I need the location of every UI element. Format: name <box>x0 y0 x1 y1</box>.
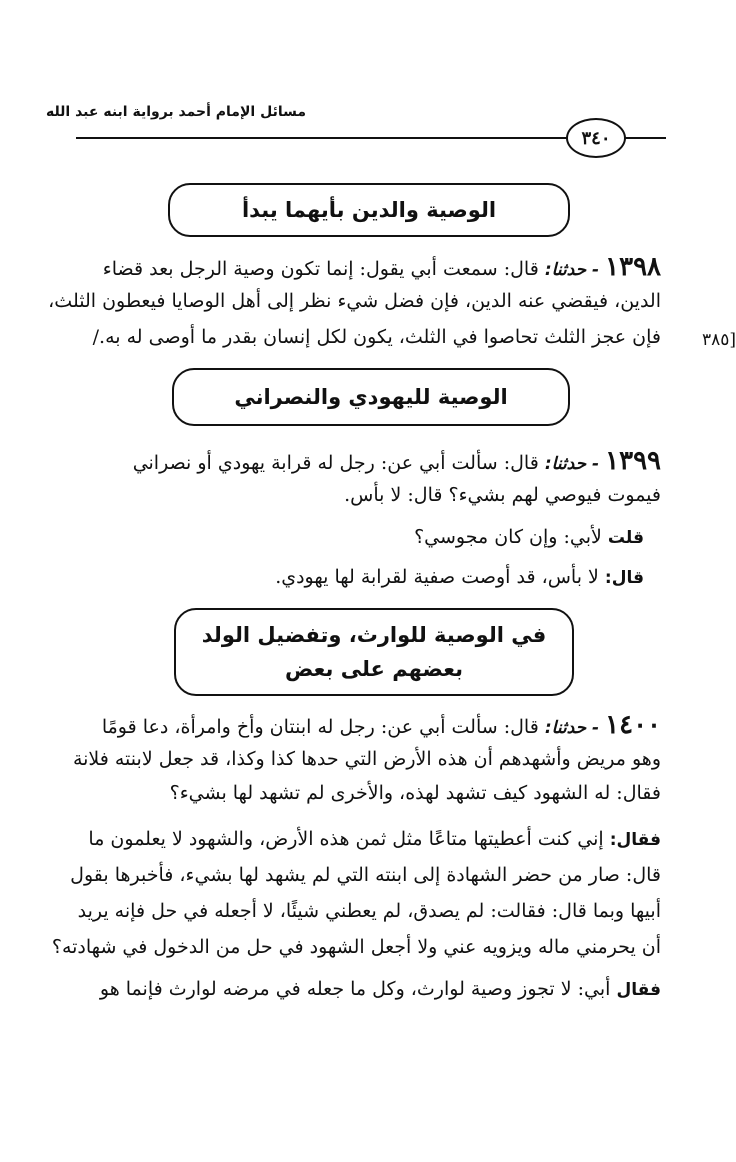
entry-number: ١٣٩٩ <box>605 446 661 476</box>
section-heading-box <box>174 608 574 696</box>
entry-text: أبي: لا تجوز وصية لوارث، وكل ما جعله في مرضه لوارث فإنما هو <box>99 978 611 1000</box>
paragraph-line: فإن عجز الثلث تحاصوا في الثلث، يكون لكل إنسان بقدر ما أوصى له به./ <box>92 326 661 348</box>
entry-text: قال: سمعت أبي يقول: إنما تكون وصية الرجل بعد قضاء <box>102 258 539 280</box>
paragraph-line: وهو مريض وأشهدهم أن هذه الأرض التي حدها كذا وكذا، قد جعل لابنته فلانة <box>72 748 661 770</box>
paragraph-line <box>75 822 661 856</box>
hadd-marker: - حدثنا: <box>544 454 600 474</box>
entry-text: إني كنت أعطيتها متاعًا مثل ثمن هذه الأرض، والشهود لا يعلمون ما <box>88 828 604 850</box>
section-heading-box <box>168 183 570 237</box>
paragraph-line <box>75 708 661 742</box>
running-title: مسائل الإمام أحمد برواية ابنه عبد الله <box>45 104 306 120</box>
speaker-label: فقال: <box>609 830 661 850</box>
paragraph-line <box>75 444 661 478</box>
speaker-label: قلت <box>607 528 644 548</box>
entry-number: ١٤٠٠ <box>605 710 661 740</box>
entry-text: قال: سألت أبي عن: رجل له قرابة يهودي أو نصراني <box>132 452 539 474</box>
paragraph-line: الدين، فيقضي عنه الدين، فإن فضل شيء نظر إلى أهل الوصايا فيعطون الثلث، <box>48 290 661 312</box>
paragraph-line: أن يحرمني ماله ويزويه عني ولا أجعل الشهود في حل من الدخول في شهادته؟ <box>51 936 661 958</box>
paragraph-line: فيموت فيوصي لهم بشيء؟ قال: لا بأس. <box>344 484 661 506</box>
entry-text: لأبي: وإن كان مجوسي؟ <box>414 526 602 548</box>
margin-page-reference: [٣٨٥ <box>701 330 736 350</box>
entry-number: ١٣٩٨ <box>605 252 661 282</box>
hadd-marker: - حدثنا: <box>544 718 600 738</box>
hadd-marker: - حدثنا: <box>544 260 600 280</box>
section-heading: الوصية لليهودي والنصراني <box>234 385 508 409</box>
speaker-label: قال: <box>604 568 644 588</box>
paragraph-line: فقال: له الشهود كيف تشهد لهذه، والأخرى لم تشهد لها بشيء؟ <box>169 782 661 804</box>
page-number: ٣٤٠ <box>566 118 626 158</box>
paragraph-line: أبيها وبما قال: فقالت: لم يصدق، لم يعطني شيئًا، لا أجعله في حل فإنه يريد <box>77 900 661 922</box>
section-heading-line: بعضهم على بعض <box>285 657 463 681</box>
entry-text: قال: سألت أبي عن: رجل له ابنتان وأخ وامرأة، دعا قومًا <box>101 716 539 738</box>
paragraph-line <box>75 972 661 1006</box>
paragraph-line <box>75 520 644 554</box>
section-heading-line: في الوصية للوارث، وتفضيل الولد <box>201 623 547 647</box>
paragraph-line <box>75 560 644 594</box>
speaker-label: فقال <box>616 980 661 1000</box>
entry-text: لا بأس، قد أوصت صفية لقرابة لها يهودي. <box>275 566 599 588</box>
paragraph-line: قال: صار من حضر الشهادة إلى ابنته التي لم يشهد لها بشيء، فأخبرها بقول <box>70 864 661 886</box>
section-heading: الوصية والدين بأيهما يبدأ <box>241 198 497 222</box>
paragraph-line <box>75 250 661 284</box>
section-heading-box <box>172 368 570 426</box>
